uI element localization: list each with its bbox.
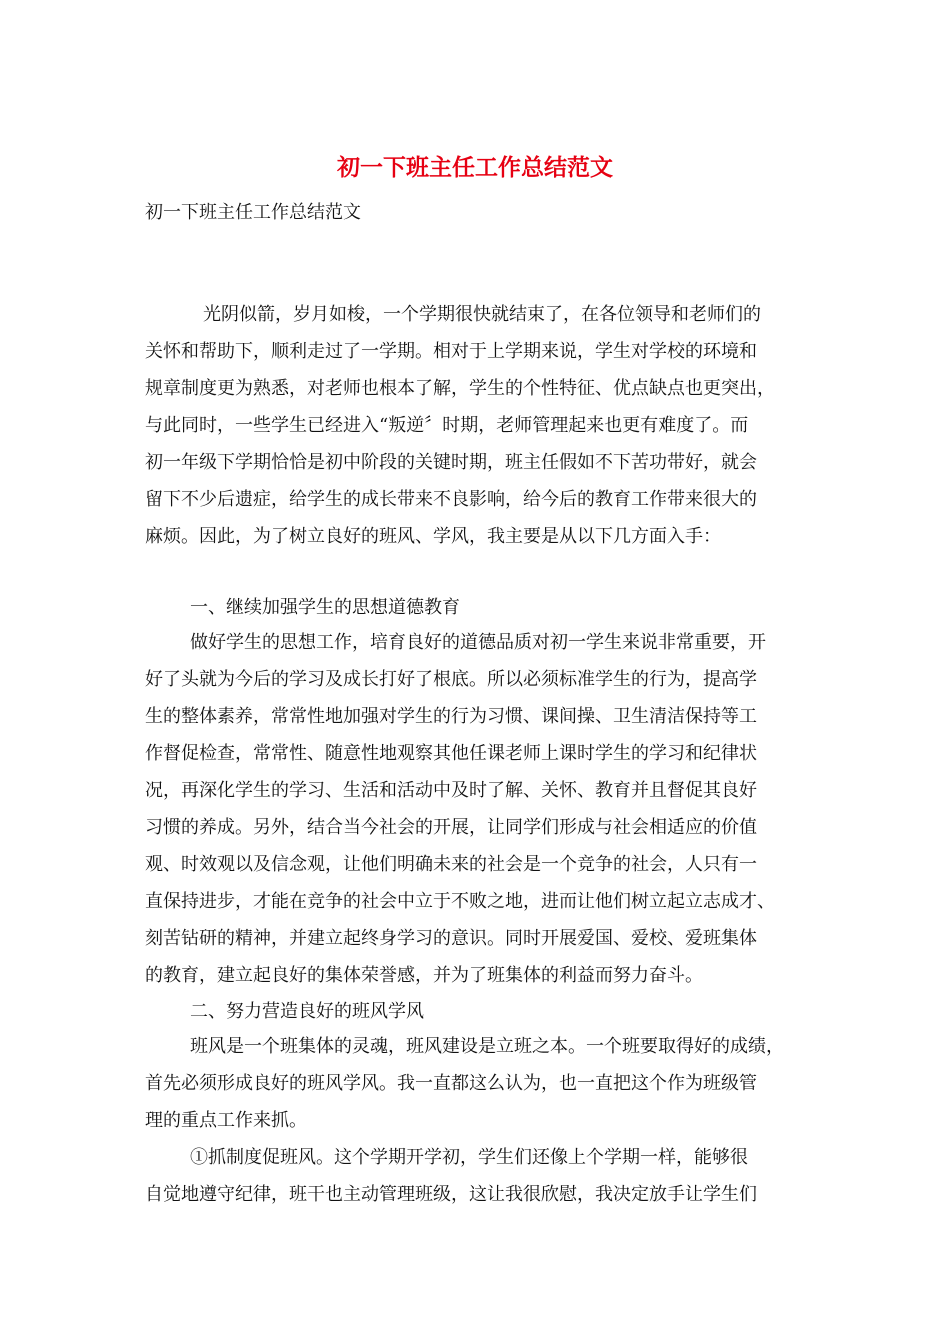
document-title: 初一下班主任工作总结范文 xyxy=(337,154,613,181)
paragraph-line: 首先必须形成良好的班风学风。我一直都这么认为，也一直把这个作为班级管 xyxy=(145,1073,757,1094)
paragraph-line: 好了头就为今后的学习及成长打好了根底。所以必须标准学生的行为，提高学 xyxy=(145,669,757,690)
paragraph-line: 班风是一个班集体的灵魂，班风建设是立班之本。一个班要取得好的成绩， xyxy=(190,1036,784,1057)
paragraph-line: 自觉地遵守纪律，班干也主动管理班级，这让我很欣慰，我决定放手让学生们 xyxy=(145,1184,757,1205)
paragraph-line: ①抓制度促班风。这个学期开学初，学生们还像上个学期一样，能够很 xyxy=(190,1147,748,1168)
paragraph-line: 直保持进步，才能在竞争的社会中立于不败之地，进而让他们树立起立志成才、 xyxy=(145,891,775,912)
section-heading: 二、努力营造良好的班风学风 xyxy=(190,1001,424,1022)
paragraph-line: 留下不少后遗症，给学生的成长带来不良影响，给今后的教育工作带来很大的 xyxy=(145,489,757,510)
paragraph-line: 刻苦钻研的精神，并建立起终身学习的意识。同时开展爱国、爱校、爱班集体 xyxy=(145,928,757,949)
paragraph-line: 关怀和帮助下，顺利走过了一学期。相对于上学期来说，学生对学校的环境和 xyxy=(145,341,757,362)
document-subtitle: 初一下班主任工作总结范文 xyxy=(145,202,361,223)
paragraph-line: 规章制度更为熟悉，对老师也根本了解，学生的个性特征、优点缺点也更突出， xyxy=(145,378,775,399)
paragraph-line: 观、时效观以及信念观，让他们明确未来的社会是一个竞争的社会，人只有一 xyxy=(145,854,757,875)
paragraph-line: 生的整体素养，常常性地加强对学生的行为习惯、课间操、卫生清洁保持等工 xyxy=(145,706,757,727)
paragraph-line: 光阴似箭，岁月如梭，一个学期很快就结束了，在各位领导和老师们的 xyxy=(203,304,761,325)
section-heading: 一、继续加强学生的思想道德教育 xyxy=(190,597,460,618)
paragraph-line: 做好学生的思想工作，培育良好的道德品质对初一学生来说非常重要，开 xyxy=(190,632,766,653)
paragraph-line: 习惯的养成。另外，结合当今社会的开展，让同学们形成与社会相适应的价值 xyxy=(145,817,757,838)
paragraph-line: 初一年级下学期恰恰是初中阶段的关键时期，班主任假如不下苦功带好，就会 xyxy=(145,452,757,473)
paragraph-line: 作督促检查，常常性、随意性地观察其他任课老师上课时学生的学习和纪律状 xyxy=(145,743,757,764)
paragraph-line: 的教育，建立起良好的集体荣誉感，并为了班集体的利益而努力奋斗。 xyxy=(145,965,703,986)
paragraph-line: 麻烦。因此，为了树立良好的班风、学风，我主要是从以下几方面入手： xyxy=(145,526,721,547)
paragraph-line: 况，再深化学生的学习、生活和活动中及时了解、关怀、教育并且督促其良好 xyxy=(145,780,757,801)
paragraph-line: 与此同时，一些学生已经进入“叛逆〞时期，老师管理起来也更有难度了。而 xyxy=(145,415,749,436)
paragraph-line: 理的重点工作来抓。 xyxy=(145,1110,307,1131)
